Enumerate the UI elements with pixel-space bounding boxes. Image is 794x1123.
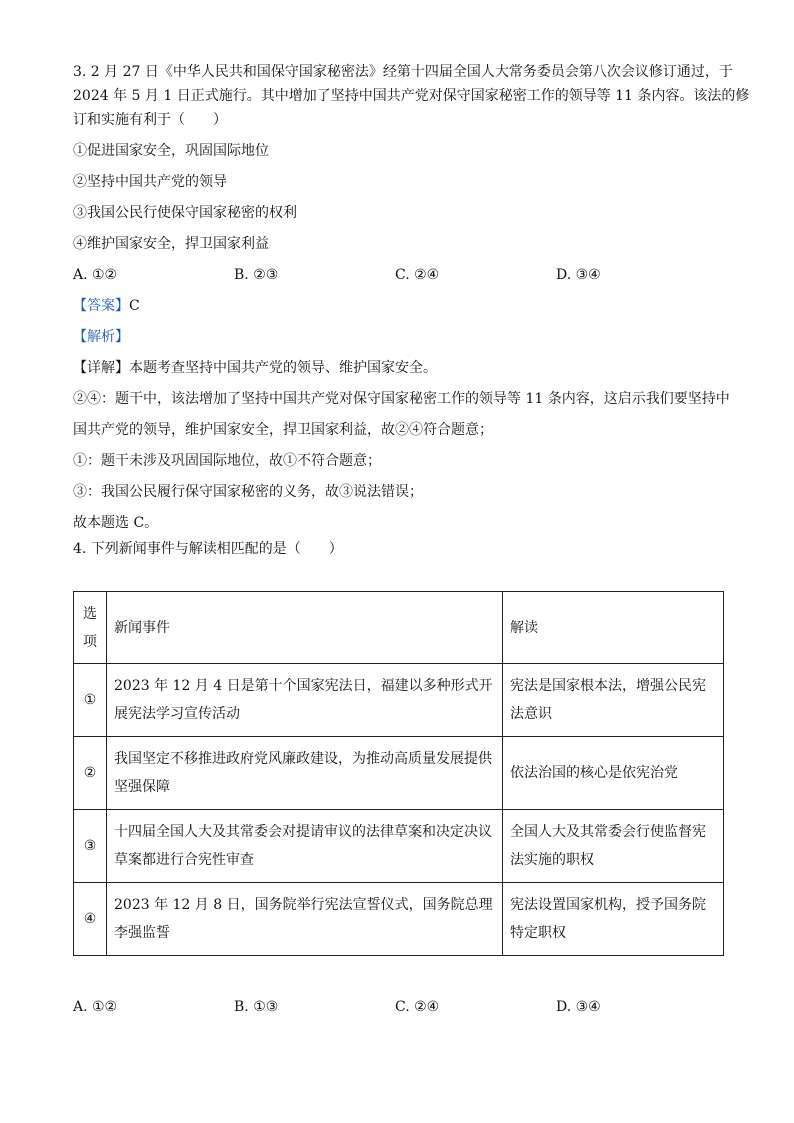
row-event: 2023 年 12 月 4 日是第十个国家宪法日，福建以多种形式开展宪法学习宣传活动 (107, 664, 503, 737)
row-event: 十四届全国人大及其常委会对提请审议的法律草案和决定决议草案都进行合宪性审查 (107, 810, 503, 883)
question-3 (73, 62, 750, 533)
q3-statement: ④维护国家安全，捍卫国家利益 (73, 236, 269, 252)
analysis-tag: 【解析】 (73, 329, 129, 345)
q3-answer (73, 296, 723, 316)
q3-detail (73, 358, 723, 378)
q3-option-c: C. ②④ (395, 267, 440, 283)
header-option-char-2: 项 (83, 633, 97, 650)
q4-options (73, 997, 723, 1017)
q3-analysis-line: 国共产党的领导，维护国家安全，捍卫国家利益，故②④符合题意； (73, 422, 493, 438)
table-row (74, 810, 724, 883)
q3-option-d: D. ③④ (556, 267, 601, 283)
q4-option-b: B. ①③ (234, 999, 279, 1015)
q4-option-d: D. ③④ (556, 999, 601, 1015)
header-reading: 解读 (503, 592, 724, 664)
header-option-char-1: 选 (83, 605, 97, 622)
q4-title: 4. 下列新闻事件与解读相匹配的是（ ） (73, 541, 343, 557)
table-header-row (74, 592, 724, 664)
detail-text: 本题考查坚持中国共产党的领导、维护国家安全。 (129, 360, 437, 376)
news-events-table (73, 591, 724, 956)
row-option: ② (74, 737, 107, 810)
q3-statement: ③我国公民行使保守国家秘密的权利 (73, 205, 297, 221)
q3-option-a: A. ①② (73, 267, 118, 283)
q3-stem-line: 3. 2 月 27 日《中华人民共和国保守国家秘密法》经第十四届全国人大常务委员会第八次会议修订通过，于 (73, 64, 733, 80)
answer-tag: 【答案】 (73, 298, 129, 314)
row-option: ① (74, 664, 107, 737)
table-row (74, 737, 724, 810)
q3-analysis-line: ①：题干未涉及巩固国际地位，故①不符合题意； (73, 453, 381, 469)
q3-option-b: B. ②③ (234, 267, 279, 283)
q3-stem-line: 订和实施有利于（ ） (73, 112, 227, 128)
detail-tag: 【详解】 (73, 360, 129, 376)
document-page (73, 62, 750, 1015)
row-reading: 全国人大及其常委会行使监督宪法实施的职权 (503, 810, 724, 883)
table-row (74, 883, 724, 956)
q3-statement: ①促进国家安全，巩固国际地位 (73, 143, 269, 159)
header-event: 新闻事件 (107, 592, 503, 664)
q3-statement: ②坚持中国共产党的领导 (73, 174, 227, 190)
row-reading: 依法治国的核心是依宪治党 (503, 737, 724, 810)
q3-analysis-line: ②④：题干中，该法增加了坚持中国共产党对保守国家秘密工作的领导等 11 条内容，这启示我们要坚持中 (73, 391, 730, 407)
q4-option-a: A. ①② (73, 999, 118, 1015)
row-event: 我国坚定不移推进政府党风廉政建设，为推动高质量发展提供坚强保障 (107, 737, 503, 810)
table-row (74, 664, 724, 737)
row-option: ④ (74, 883, 107, 956)
q3-stem-line: 2024 年 5 月 1 日正式施行。其中增加了坚持中国共产党对保守国家秘密工作的领导等 11 条内容。该法的修 (73, 88, 750, 104)
row-reading: 宪法是国家根本法，增强公民宪法意识 (503, 664, 724, 737)
q3-analysis-line: ③：我国公民履行保守国家秘密的义务，故③说法错误； (73, 484, 423, 500)
row-option: ③ (74, 810, 107, 883)
answer-value: C (129, 298, 140, 314)
header-option (74, 592, 107, 664)
q4-option-c: C. ②④ (395, 999, 440, 1015)
row-reading: 宪法设置国家机构，授予国务院特定职权 (503, 883, 724, 956)
q3-options (73, 265, 723, 285)
q3-analysis-line: 故本题选 C。 (73, 515, 159, 531)
q3-analysis-heading (73, 327, 723, 347)
row-event: 2023 年 12 月 8 日，国务院举行宪法宣誓仪式，国务院总理李强监誓 (107, 883, 503, 956)
